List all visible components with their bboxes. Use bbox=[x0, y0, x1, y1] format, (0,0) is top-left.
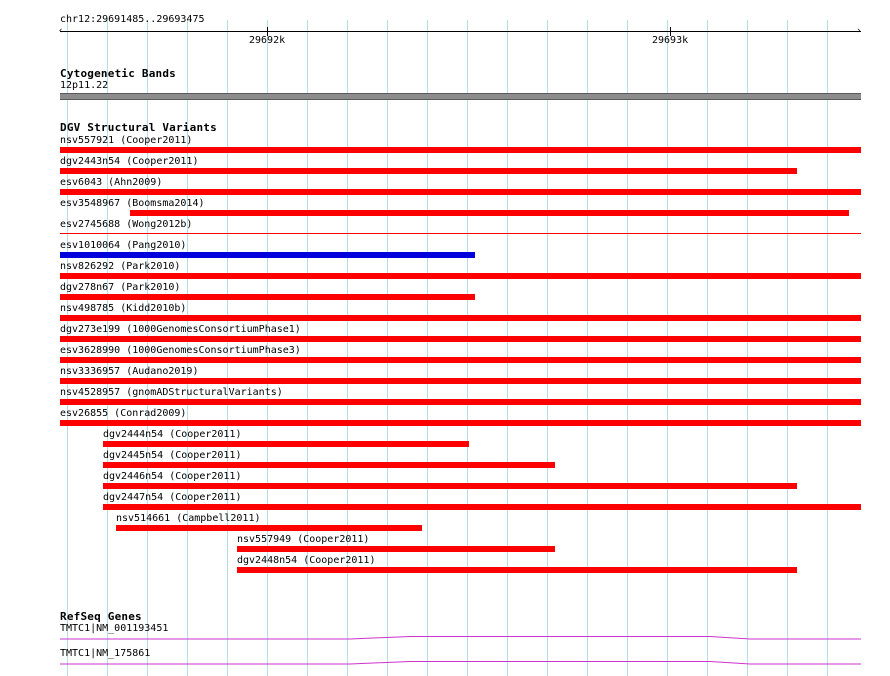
variant-label[interactable]: dgv2443n54 (Cooper2011) bbox=[60, 156, 199, 167]
variant-label[interactable]: nsv826292 (Park2010) bbox=[60, 261, 181, 272]
variant-bar[interactable] bbox=[60, 273, 861, 279]
grid-line bbox=[467, 20, 468, 676]
track-title[interactable]: RefSeq Genes bbox=[60, 610, 142, 623]
ruler-axis bbox=[60, 31, 861, 32]
variant-label[interactable]: dgv2448n54 (Cooper2011) bbox=[237, 555, 376, 566]
variant-label[interactable]: esv6043 (Ahn2009) bbox=[60, 177, 163, 188]
variant-label[interactable]: esv3548967 (Boomsma2014) bbox=[60, 198, 205, 209]
variant-bar[interactable] bbox=[60, 336, 861, 342]
variant-bar[interactable] bbox=[103, 504, 861, 510]
variant-bar[interactable] bbox=[60, 378, 861, 384]
grid-line bbox=[707, 20, 708, 676]
grid-line bbox=[587, 20, 588, 676]
grid-line bbox=[787, 20, 788, 676]
location-label: chr12:29691485..29693475 bbox=[60, 14, 205, 25]
variant-label[interactable]: dgv2444n54 (Cooper2011) bbox=[103, 429, 242, 440]
grid-line bbox=[747, 20, 748, 676]
variant-label[interactable]: dgv278n67 (Park2010) bbox=[60, 282, 181, 293]
ruler-tick-label: 29693k bbox=[652, 35, 689, 46]
variant-label[interactable]: nsv557949 (Cooper2011) bbox=[237, 534, 370, 545]
variant-bar[interactable] bbox=[60, 399, 861, 405]
grid-line bbox=[547, 20, 548, 676]
transcript-label[interactable]: TMTC1|NM_001193451 bbox=[60, 623, 169, 634]
variant-bar[interactable] bbox=[237, 567, 797, 573]
track-title[interactable]: Cytogenetic Bands bbox=[60, 67, 176, 80]
variant-label[interactable]: esv2745688 (Wong2012b) bbox=[60, 219, 193, 230]
transcript-label[interactable]: TMTC1|NM_175861 bbox=[60, 648, 151, 659]
variant-label[interactable]: esv3628990 (1000GenomesConsortiumPhase3) bbox=[60, 345, 301, 356]
variant-bar[interactable] bbox=[237, 546, 555, 552]
grid-line bbox=[827, 20, 828, 676]
grid-line bbox=[387, 20, 388, 676]
variant-bar[interactable] bbox=[103, 441, 469, 447]
variant-bar[interactable] bbox=[60, 420, 861, 426]
variant-label[interactable]: nsv514661 (Campbell2011) bbox=[116, 513, 261, 524]
transcript-model[interactable] bbox=[60, 658, 861, 666]
variant-label[interactable]: nsv557921 (Cooper2011) bbox=[60, 135, 193, 146]
variant-bar[interactable] bbox=[60, 357, 861, 363]
intron-line bbox=[60, 637, 861, 640]
transcript-model[interactable] bbox=[60, 633, 861, 641]
variant-bar[interactable] bbox=[103, 462, 555, 468]
band-label[interactable]: 12p11.22 bbox=[60, 80, 109, 91]
variant-label[interactable]: dgv2445n54 (Cooper2011) bbox=[103, 450, 242, 461]
variant-label[interactable]: dgv2447n54 (Cooper2011) bbox=[103, 492, 242, 503]
track-title[interactable]: DGV Structural Variants bbox=[60, 121, 217, 134]
variant-label[interactable]: dgv2446n54 (Cooper2011) bbox=[103, 471, 242, 482]
variant-label[interactable]: nsv3336957 (Audano2019) bbox=[60, 366, 199, 377]
variant-label[interactable]: nsv4528957 (gnomADStructuralVariants) bbox=[60, 387, 283, 398]
variant-bar[interactable] bbox=[130, 210, 849, 216]
intron-line bbox=[60, 662, 861, 665]
variant-label[interactable]: dgv273e199 (1000GenomesConsortiumPhase1) bbox=[60, 324, 301, 335]
grid-line bbox=[627, 20, 628, 676]
ruler-tick-label: 29692k bbox=[249, 35, 286, 46]
variant-label[interactable]: esv26855 (Conrad2009) bbox=[60, 408, 187, 419]
variant-bar[interactable] bbox=[103, 483, 797, 489]
scroll-right-arrow-icon[interactable]: › bbox=[856, 26, 862, 36]
grid-line bbox=[427, 20, 428, 676]
variant-bar[interactable] bbox=[60, 189, 861, 195]
variant-bar[interactable] bbox=[60, 315, 861, 321]
variant-bar[interactable] bbox=[60, 147, 861, 153]
variant-bar[interactable] bbox=[60, 168, 797, 174]
cytoband-bar[interactable] bbox=[60, 93, 861, 100]
variant-label[interactable]: esv1010064 (Pang2010) bbox=[60, 240, 187, 251]
variant-bar[interactable] bbox=[60, 294, 475, 300]
grid-line bbox=[347, 20, 348, 676]
variant-label[interactable]: nsv498785 (Kidd2010b) bbox=[60, 303, 187, 314]
grid-line bbox=[307, 20, 308, 676]
grid-line bbox=[667, 20, 668, 676]
variant-bar[interactable] bbox=[116, 525, 422, 531]
grid-line bbox=[507, 20, 508, 676]
variant-bar[interactable] bbox=[60, 233, 861, 234]
variant-bar[interactable] bbox=[60, 252, 475, 258]
scroll-left-arrow-icon[interactable]: ‹ bbox=[58, 26, 64, 36]
